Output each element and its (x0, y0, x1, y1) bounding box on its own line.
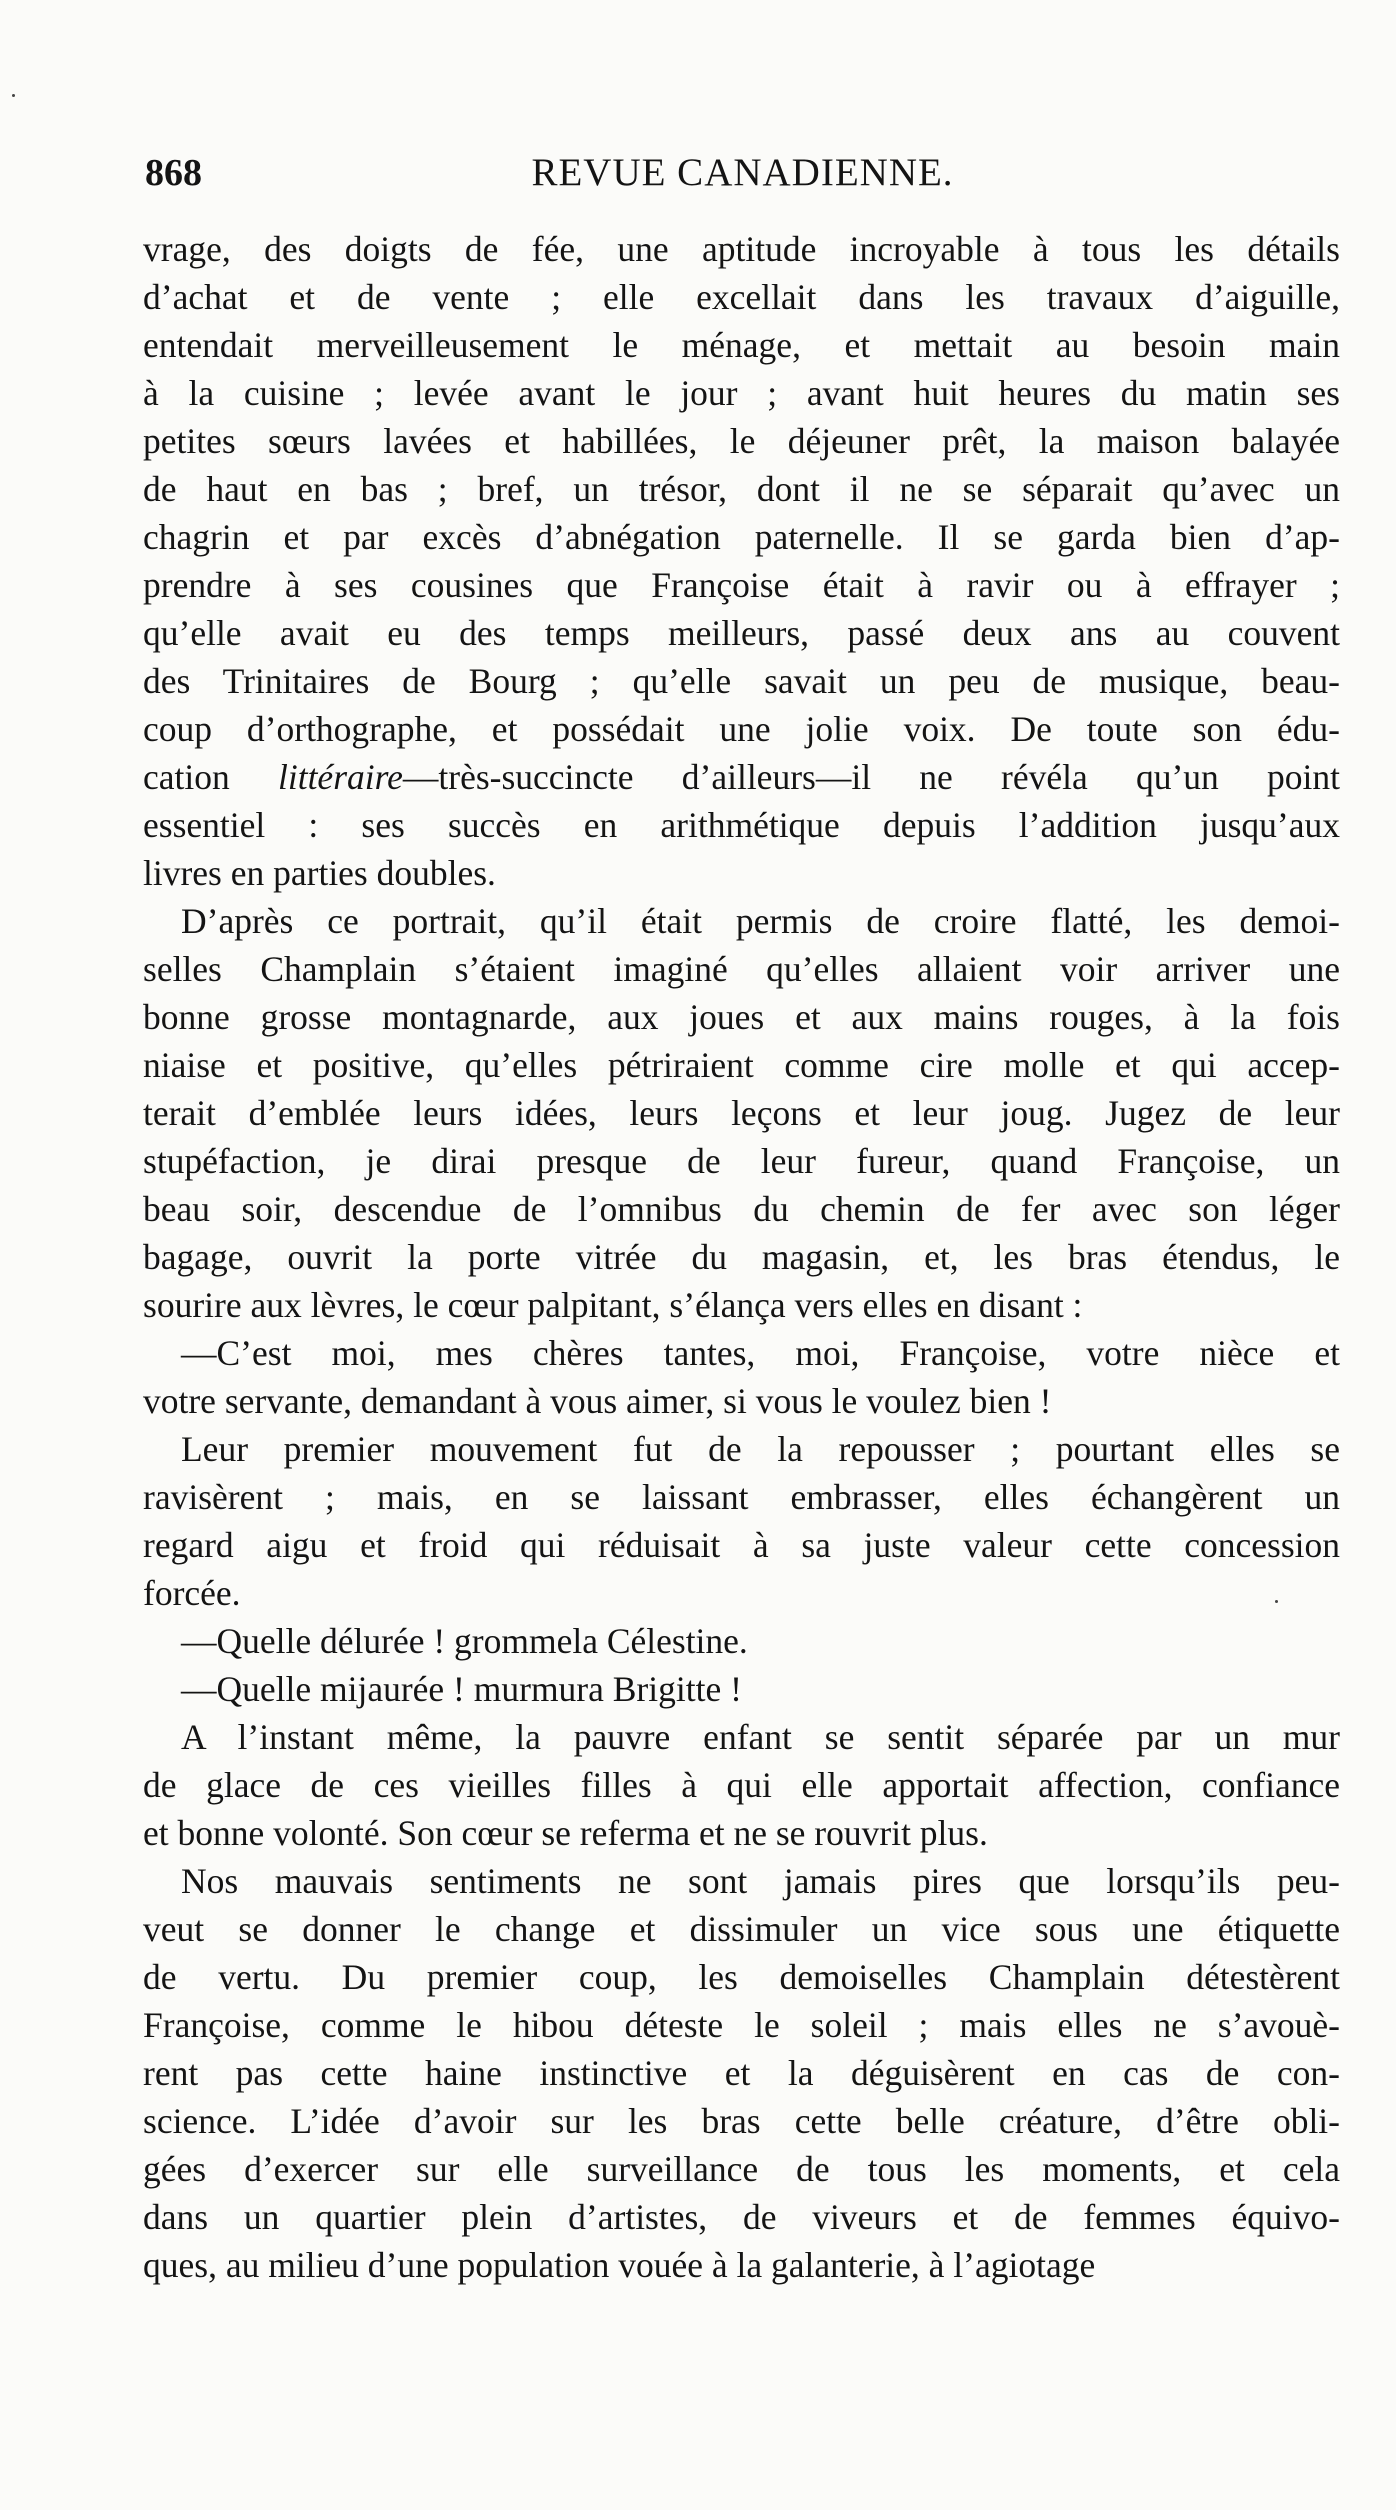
text-line: A l’instant même, la pauvre enfant se sentit séparée par un mur (181, 1717, 1340, 1757)
scan-speck (12, 94, 15, 97)
paragraph (143, 1617, 1340, 1665)
text-line: des Trinitaires de Bourg ; qu’elle savait un peu de musique, beau- (143, 661, 1340, 701)
text-line: veut se donner le change et dissimuler un vice sous une étiquette (143, 1909, 1340, 1949)
text-line: regard aigu et froid qui réduisait à sa juste valeur cette concession (143, 1525, 1340, 1565)
body-text (143, 225, 1340, 2289)
text-line: vrage, des doigts de fée, une aptitude incroyable à tous les détails (143, 229, 1340, 269)
text-line: chagrin et par excès d’abnégation paternelle. Il se garda bien d’ap- (143, 517, 1340, 557)
text-line: essentiel : ses succès en arithmétique depuis l’addition jusqu’aux (143, 805, 1340, 845)
text-line: terait d’emblée leurs idées, leurs leçons et leur joug. Jugez de leur (143, 1093, 1340, 1133)
text-line: Leur premier mouvement fut de la repousser ; pourtant elles se (181, 1429, 1340, 1469)
text-line: stupéfaction, je dirai presque de leur fureur, quand Françoise, un (143, 1141, 1340, 1181)
text-run: —très-succincte d’ailleurs—il ne révéla qu’un point (402, 757, 1340, 797)
text-line: D’après ce portrait, qu’il était permis de croire flatté, les demoi- (181, 901, 1340, 941)
text-line: selles Champlain s’étaient imaginé qu’elles allaient voir arriver une (143, 949, 1340, 989)
page-number: 868 (145, 152, 202, 194)
text-line: livres en parties doubles. (143, 853, 496, 893)
text-line: rent pas cette haine instinctive et la déguisèrent en cas de con- (143, 2053, 1340, 2093)
scan-speck (1275, 1600, 1278, 1603)
text-line: —Quelle délurée ! grommela Célestine. (181, 1621, 748, 1661)
page-header (145, 143, 1340, 203)
text-line: Nos mauvais sentiments ne sont jamais pires que lorsqu’ils peu- (181, 1861, 1340, 1901)
text-line: forcée. (143, 1573, 241, 1613)
text-line: petites sœurs lavées et habillées, le déjeuner prêt, la maison balayée (143, 421, 1340, 461)
text-line: bonne grosse montagnarde, aux joues et aux mains rouges, à la fois (143, 997, 1340, 1037)
text-line: dans un quartier plein d’artistes, de viveurs et de femmes équivo- (143, 2197, 1340, 2237)
paragraph (143, 1329, 1340, 1425)
text-line: d’achat et de vente ; elle excellait dans les travaux d’aiguille, (143, 277, 1340, 317)
text-line: entendait merveilleusement le ménage, et mettait au besoin main (143, 325, 1340, 365)
text-line: à la cuisine ; levée avant le jour ; avant huit heures du matin ses (143, 373, 1340, 413)
text-line (143, 753, 1340, 801)
text-line: votre servante, demandant à vous aimer, si vous le voulez bien ! (143, 1381, 1052, 1421)
text-line: gées d’exercer sur elle surveillance de tous les moments, et cela (143, 2149, 1340, 2189)
text-line: de glace de ces vieilles filles à qui elle apportait affection, confiance (143, 1765, 1340, 1805)
paragraph (143, 1713, 1340, 1857)
paragraph (143, 1857, 1340, 2289)
italic-word: littéraire (277, 757, 403, 797)
text-line: coup d’orthographe, et possédait une jolie voix. De toute son édu- (143, 709, 1340, 749)
text-line: prendre à ses cousines que Françoise était à ravir ou à effrayer ; (143, 565, 1340, 605)
text-line: et bonne volonté. Son cœur se referma et ne se rouvrit plus. (143, 1813, 988, 1853)
text-line: —C’est moi, mes chères tantes, moi, Françoise, votre nièce et (181, 1333, 1340, 1373)
paragraph (143, 1665, 1340, 1713)
text-line: Françoise, comme le hibou déteste le soleil ; mais elles ne s’avouè- (143, 2005, 1340, 2045)
text-line: ques, au milieu d’une population vouée à la galanterie, à l’agiotage (143, 2245, 1096, 2285)
text-line: ravisèrent ; mais, en se laissant embrasser, elles échangèrent un (143, 1477, 1340, 1517)
text-line: —Quelle mijaurée ! murmura Brigitte ! (181, 1669, 742, 1709)
text-line: niaise et positive, qu’elles pétriraient comme cire molle et qui accep- (143, 1045, 1340, 1085)
text-line: qu’elle avait eu des temps meilleurs, passé deux ans au couvent (143, 613, 1340, 653)
running-title: REVUE CANADIENNE. (531, 151, 954, 194)
paragraph (143, 225, 1340, 897)
paragraph (143, 1425, 1340, 1617)
text-line: science. L’idée d’avoir sur les bras cette belle créature, d’être obli- (143, 2101, 1340, 2141)
paragraph (143, 897, 1340, 1329)
text-line: sourire aux lèvres, le cœur palpitant, s’élança vers elles en disant : (143, 1285, 1083, 1325)
text-line: bagage, ouvrit la porte vitrée du magasin, et, les bras étendus, le (143, 1237, 1340, 1277)
text-line: de haut en bas ; bref, un trésor, dont il ne se séparait qu’avec un (143, 469, 1340, 509)
text-run: cation (143, 757, 278, 797)
text-line: de vertu. Du premier coup, les demoiselles Champlain détestèrent (143, 1957, 1340, 1997)
text-line: beau soir, descendue de l’omnibus du chemin de fer avec son léger (143, 1189, 1340, 1229)
